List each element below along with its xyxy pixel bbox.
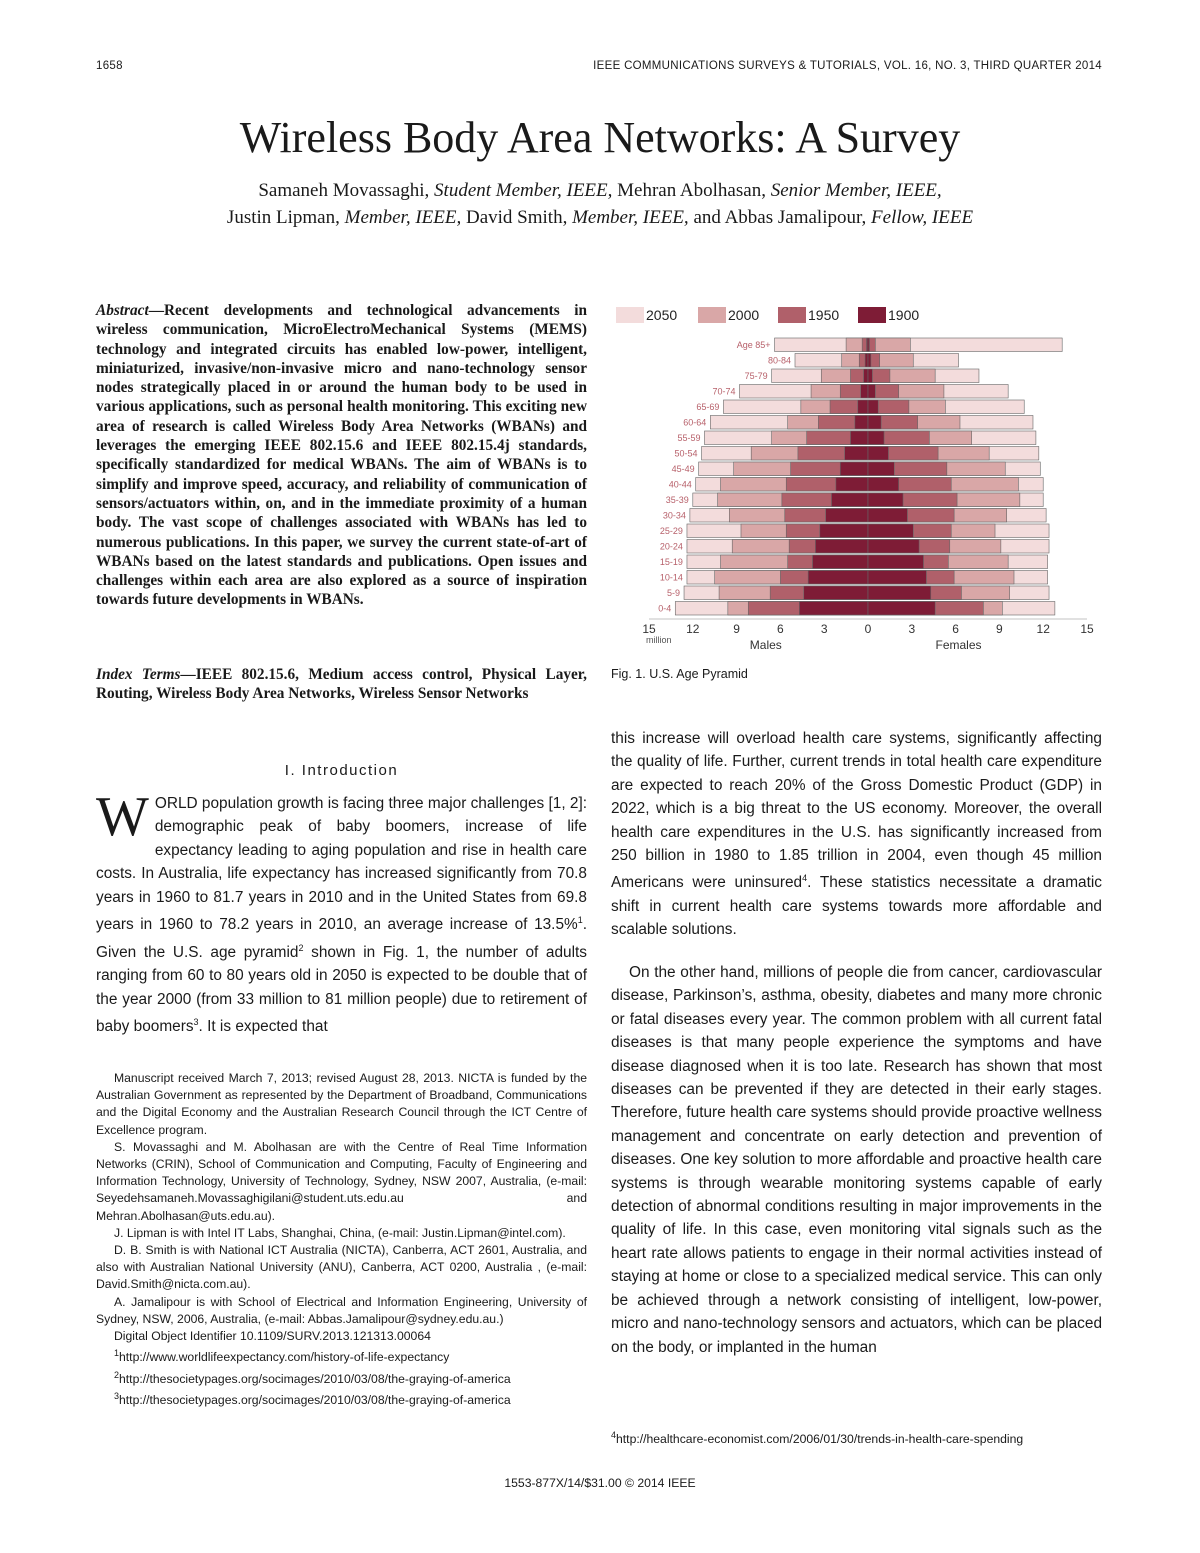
footnote-number: 4 xyxy=(611,1430,617,1440)
affiliation-note: D. B. Smith is with National ICT Australia (NICTA), Canberra, ACT 2601, Australia, and also with Australian National University (ANU), Canberra, ACT 0200, Australia , (e-mail: David.Smith@nicta.com.au). xyxy=(96,1243,587,1292)
affiliation-note: S. Movassaghi and M. Abolhasan are with the Centre of Real Time Information Networks (CRIN), School of Communication and Computing, Faculty of Engineering and Information Technology, University of Technology, Sydney, NSW 2007, Australia, (e-mail: Seyedehsamaneh.Movassaghigilani@student.uts.edu.au and Mehran.Abolhasan@uts.edu.au). xyxy=(96,1139,587,1223)
age-pyramid-chart xyxy=(612,304,1100,652)
intro-text: ORLD population growth is facing three major challenges [1, 2]: demographic peak of baby boomers, increase of life expectancy leading to aging population and rise in health care costs. In Australia, life expectancy has increased significantly from 70.8 years in 1960 to 81.7 years in 2010 and in the United States from 69.8 years in 1960 to 78.2 years in 2010, an average increase of 13.5% xyxy=(96,795,587,934)
page-number: 1658 xyxy=(96,60,123,72)
footnote-url[interactable]: http://thesocietypages.org/socimages/2010/03/08/the-graying-of-america xyxy=(119,1392,511,1407)
x-tick-label: 6 xyxy=(952,622,959,636)
author-name: David Smith, xyxy=(465,207,568,228)
age-label: 5-9 xyxy=(667,588,681,598)
bar-female-1900 xyxy=(868,369,872,383)
doi-note: Digital Object Identifier 10.1109/SURV.2013.121313.00064 xyxy=(114,1329,431,1344)
x-tick-label: 12 xyxy=(1036,622,1050,636)
legend-swatch xyxy=(778,307,806,323)
author-role: Fellow, IEEE xyxy=(871,207,974,228)
bar-female-1900 xyxy=(868,509,907,523)
bar-male-1900 xyxy=(840,462,868,476)
x-tick-label: 15 xyxy=(642,622,656,636)
x-tick-label: 15 xyxy=(1080,622,1094,636)
footnote-url[interactable]: http://www.worldlifeexpectancy.com/history-of-life-expectancy xyxy=(119,1350,450,1365)
bar-male-1900 xyxy=(832,493,869,507)
url-footnote xyxy=(96,1367,587,1388)
author-role: Member, IEEE, xyxy=(344,207,462,228)
x-tick-label: 12 xyxy=(686,622,700,636)
females-label: Females xyxy=(935,638,982,652)
bar-female-1900 xyxy=(868,385,875,399)
x-tick-label: 3 xyxy=(820,622,828,636)
legend-swatch xyxy=(698,307,726,323)
legend-label: 1900 xyxy=(888,307,920,323)
bar-male-1900 xyxy=(865,354,868,368)
bar-female-1900 xyxy=(868,354,871,368)
author-role: Member, IEEE, xyxy=(572,207,689,228)
bar-male-1900 xyxy=(826,509,868,523)
right-column-paragraph: On the other hand, millions of people die from cancer, cardiovascular disease, Parkinson’s, asthma, obesity, diabetes and many more chronic or fatal diseases every year. The common problem with all current fatal diseases is that many people experience the symptoms and have disease diagnosed when it is too late. Research has shown that most diseases can be prevented if they are detected in their early stages. Therefore, future health care systems should provide proactive wellness management and concentrate on early detection and prevention of diseases. One key solution to more affordable and proactive health care systems is through wearable monitoring systems capable of early detection of abnormal conditions resulting in major improvements in the quality of life. In this case, even monitoring vital signals such as the heart rate allows patients to engage in their normal activities instead of staying at home or close to a specialized medical service. This can only be achieved through a network consisting of intelligent, low-power, micro and nano-technology sensors and actuators, which can be placed on the body, or implanted in the human xyxy=(611,964,1102,1356)
males-label: Males xyxy=(749,638,782,652)
author-name: Justin Lipman, xyxy=(226,207,340,228)
footnote-ref: 3 xyxy=(193,1016,199,1027)
intro-text: . It is expected that xyxy=(198,1018,328,1036)
age-label: 70-74 xyxy=(712,386,736,397)
paper-title: Wireless Body Area Networks: A Survey xyxy=(239,113,961,162)
bar-male-1900 xyxy=(861,385,868,399)
legend-label: 2000 xyxy=(728,307,760,323)
age-label: 25-29 xyxy=(659,526,683,536)
bar-male-1900 xyxy=(808,571,868,585)
index-terms-text: —IEEE 802.15.6, Medium access control, Physical Layer, Routing, Wireless Body Area Networks, Wireless Sensor Networks xyxy=(96,666,587,703)
age-label: 20-24 xyxy=(659,541,683,552)
bar-male-1900 xyxy=(799,602,868,616)
bar-female-1900 xyxy=(868,524,913,538)
bar-male-1900 xyxy=(850,431,868,445)
age-label: 0-4 xyxy=(658,603,672,614)
author-role: Senior Member, IEEE, xyxy=(770,180,942,201)
affiliation-note: J. Lipman is with Intel IT Labs, Shanghai, China, (e-mail: Justin.Lipman@intel.com). xyxy=(114,1225,566,1240)
footnote-ref: 4 xyxy=(802,873,808,884)
author-name: and Abbas Jamalipour, xyxy=(693,207,867,228)
age-label: 50-54 xyxy=(674,448,698,459)
index-terms-label: Index Terms xyxy=(96,666,181,683)
bar-female-1900 xyxy=(868,586,931,600)
age-label: 15-19 xyxy=(659,557,683,567)
age-label: 55-59 xyxy=(677,433,701,443)
bar-male-1900 xyxy=(836,478,868,492)
bar-female-1900 xyxy=(868,431,884,445)
footnote-number: 3 xyxy=(114,1390,120,1401)
age-label: 30-34 xyxy=(662,510,686,521)
legend-label: 1950 xyxy=(808,307,840,323)
abstract xyxy=(96,301,587,610)
bar-male-1900 xyxy=(815,540,868,554)
abstract-label: Abstract xyxy=(96,302,149,319)
abstract-text: —Recent developments and technological advancements in wireless communication, MicroElectroMechanical Systems (MEMS) technology and integrated circuits has enabled low-power, intelligent, miniaturized, invasive/non-invasive micro and nano-technology sensor nodes strategically placed in or around the human body to be used in various applications, such as personal health monitoring. This exciting new area of research is called Wireless Body Area Networks (WBANs) and leverages the emerging IEEE 802.15.6 and IEEE 802.15.4j standards, specifically standardized for medical WBANs. The aim of WBANs is to simplify and improve speed, accuracy, and reliability of communication of sensors/actuators within, on, and in the immediate proximity of a human body. The vast scope of challenges associated with WBANs has led to numerous publications. In this paper, we survey the current state-of-art of WBANs based on the latest standards and publications. Open issues and challenges within each area are also explored as a source of inspiration towards future developments in WBANs. xyxy=(96,302,587,609)
url-footnote xyxy=(96,1345,587,1366)
bar-female-1900 xyxy=(868,602,935,616)
age-label: 80-84 xyxy=(767,355,791,366)
x-tick-label: 0 xyxy=(864,622,872,636)
body-text: this increase will overload health care systems, significantly affecting the quality of life. Further, current trends in total health care expenditure are expected to reach 20% of the Gross Domestic Product (GDP) in 2022, which is a big threat to the US economy. Moreover, the overall health care expenditures in the U.S. has significantly increased from 250 billion in 1980 to 1.85 trillion in 2004, even though 45 million Americans were uninsured xyxy=(611,730,1102,892)
index-terms xyxy=(96,665,587,704)
age-label: 75-79 xyxy=(744,371,768,381)
x-tick-label: 3 xyxy=(908,622,916,636)
figure-caption: Fig. 1. U.S. Age Pyramid xyxy=(611,667,748,681)
age-label: 60-64 xyxy=(683,417,707,428)
url-footnote xyxy=(611,1427,1102,1448)
footnote-number: 2 xyxy=(114,1369,120,1380)
affiliation-note: A. Jamalipour is with School of Electrical and Information Engineering, University of Sydney, NSW, 2006, Australia, (e-mail: Abbas.Jamalipour@sydney.edu.au.) xyxy=(96,1294,587,1326)
intro-text: shown in Fig. 1, the number of adults ranging from 60 to 80 years old in 2050 is expected to be double that of the year 2000 (from 33 million to 81 million people) due to retirement of baby boomers xyxy=(96,943,587,1036)
footnotes xyxy=(96,1070,587,1409)
bar-male-1900 xyxy=(820,524,868,538)
footnote-url[interactable]: http://thesocietypages.org/socimages/2010/03/08/the-graying-of-america xyxy=(119,1371,511,1386)
x-tick-label: 9 xyxy=(733,622,740,636)
bar-female-1900 xyxy=(868,571,926,585)
bar-female-1900 xyxy=(868,478,899,492)
author-line-2 xyxy=(0,207,1200,229)
intro-paragraph xyxy=(96,786,587,1038)
url-footnote xyxy=(96,1388,587,1409)
running-header: IEEE COMMUNICATIONS SURVEYS & TUTORIALS, VOL. 16, NO. 3, THIRD QUARTER 2014 xyxy=(593,60,1102,72)
x-tick-label: 9 xyxy=(996,622,1003,636)
bar-female-1900 xyxy=(868,540,919,554)
footnote-ref: 1 xyxy=(577,915,583,926)
bar-male-1900 xyxy=(855,416,868,430)
bar-female-1900 xyxy=(868,555,923,569)
bar-male-1900 xyxy=(858,400,868,414)
x-unit-label: million xyxy=(646,635,672,645)
age-label: 10-14 xyxy=(659,572,683,583)
author-name: Mehran Abolhasan, xyxy=(617,180,766,201)
legend-label: 2050 xyxy=(646,307,678,323)
bar-male-1900 xyxy=(804,586,868,600)
legend-swatch xyxy=(858,307,886,323)
age-label: 45-49 xyxy=(671,464,695,474)
author-role: Student Member, IEEE, xyxy=(434,180,613,201)
bar-female-1900 xyxy=(868,493,903,507)
intro-text: . Given the U.S. age pyramid xyxy=(96,916,587,961)
manuscript-note: Manuscript received March 7, 2013; revised August 28, 2013. NICTA is funded by the Australian Government as represented by the Department of Broadband, Communications and the Digital Economy and the Australian Research Council through the ICT Centre of Excellence program. xyxy=(96,1071,587,1137)
bar-male-1900 xyxy=(845,447,868,461)
copyright-line: 1553-877X/14/$31.00 © 2014 IEEE xyxy=(504,1476,696,1490)
age-label: Age 85+ xyxy=(736,340,771,350)
author-name: Samaneh Movassaghi, xyxy=(258,180,430,201)
footnote-ref: 2 xyxy=(298,942,304,953)
footnote-number: 1 xyxy=(114,1348,120,1359)
legend-swatch xyxy=(616,307,644,323)
right-column-paragraph xyxy=(611,727,1102,942)
age-label: 40-44 xyxy=(668,479,692,490)
bar-female-1900 xyxy=(868,462,894,476)
bar-male-1900 xyxy=(813,555,868,569)
footnote-url[interactable]: http://healthcare-economist.com/2006/01/30/trends-in-health-care-spending xyxy=(616,1432,1024,1447)
x-tick-label: 6 xyxy=(777,622,784,636)
bar-male-1900 xyxy=(864,369,868,383)
age-label: 65-69 xyxy=(696,402,720,412)
section-heading: I. Introduction xyxy=(284,762,399,779)
drop-cap: W xyxy=(96,786,149,848)
bar-female-1900 xyxy=(868,447,888,461)
body-text: . These statistics necessitate a dramatic shift in current health care systems towards more affordable and scalable solutions. xyxy=(611,874,1102,939)
bar-female-1900 xyxy=(868,416,881,430)
bar-female-1900 xyxy=(868,338,869,352)
bar-female-1900 xyxy=(868,400,878,414)
author-line-1 xyxy=(0,180,1200,202)
age-label: 35-39 xyxy=(665,495,689,505)
